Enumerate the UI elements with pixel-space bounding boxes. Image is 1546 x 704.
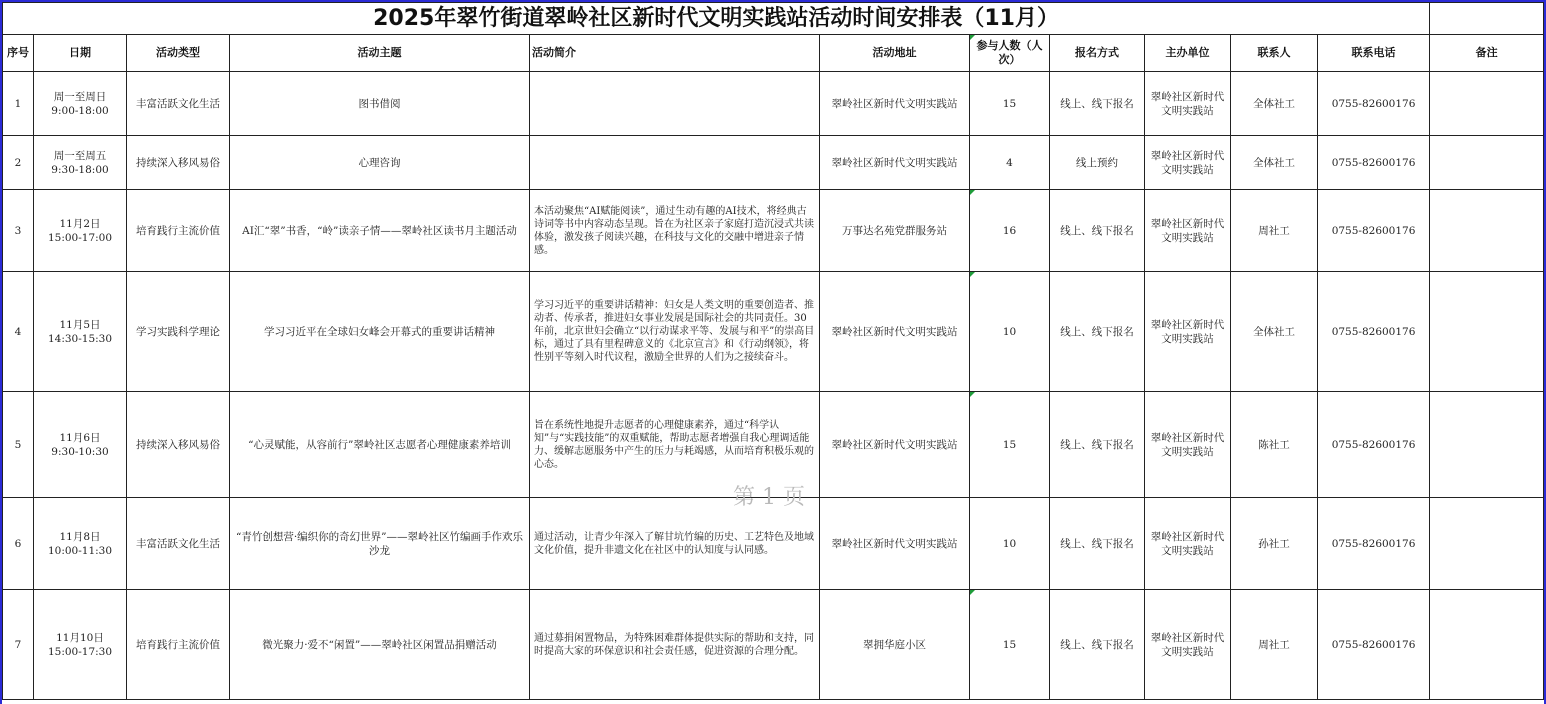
date-cell[interactable] (34, 72, 127, 136)
activity-place-cell[interactable]: 翠岭社区新时代文明实践站 (820, 272, 970, 392)
phone-cell[interactable]: 0755-82600176 (1318, 498, 1430, 590)
header-contact[interactable]: 联系人 (1231, 35, 1318, 72)
activity-intro-cell[interactable]: 通过活动，让青少年深入了解甘坑竹编的历史、工艺特色及地域文化价值，提升非遗文化在社区中的认知度与认同感。 (530, 498, 820, 590)
date-cell[interactable] (34, 498, 127, 590)
note-cell[interactable] (1430, 272, 1544, 392)
row-number-cell[interactable]: 4 (3, 272, 34, 392)
contact-person-cell[interactable]: 全体社工 (1231, 72, 1318, 136)
title-row (3, 3, 1544, 35)
table-row (3, 72, 1544, 136)
date-cell[interactable] (34, 136, 127, 190)
header-signup[interactable]: 报名方式 (1050, 35, 1145, 72)
activity-intro-cell[interactable]: 本活动聚焦“AI赋能阅读”，通过生动有趣的AI技术，将经典古诗词等书中内容动态呈现。旨在为社区亲子家庭打造沉浸式共读体验，激发孩子阅读兴趣，在科技与文化的交融中增进亲子情感。 (530, 190, 820, 272)
time-line: 9:00-18:00 (51, 104, 109, 117)
header-count[interactable]: 参与人数（人次） (970, 35, 1050, 72)
date-line: 周一至周五 (53, 149, 107, 162)
header-theme[interactable]: 活动主题 (230, 35, 530, 72)
schedule-table (2, 2, 1544, 700)
organizer-cell[interactable]: 翠岭社区新时代文明实践站 (1145, 136, 1231, 190)
activity-place-cell[interactable]: 翠岭社区新时代文明实践站 (820, 72, 970, 136)
page-title: 2025年翠竹街道翠岭社区新时代文明实践站活动时间安排表（11月） (3, 3, 1430, 35)
date-line: 周一至周日 (53, 90, 107, 103)
date-cell[interactable] (34, 190, 127, 272)
signup-method-cell[interactable]: 线上、线下报名 (1050, 498, 1145, 590)
participant-count-cell[interactable]: 10 (970, 272, 1050, 392)
header-type[interactable]: 活动类型 (127, 35, 230, 72)
title-blank-cell (1430, 3, 1544, 35)
header-date[interactable]: 日期 (34, 35, 127, 72)
phone-cell[interactable]: 0755-82600176 (1318, 392, 1430, 498)
page-watermark: 第 1 页 (733, 485, 805, 510)
activity-intro-cell[interactable]: 学习习近平的重要讲话精神：妇女是人类文明的重要创造者、推动者、传承者，推进妇女事业发展是国际社会的共同责任。30年前，北京世妇会确立“以行动谋求平等、发展与和平”的崇高目标，通过了具有里程碑意义的《北京宣言》和《行动纲领》，将性别平等刻入时代议程，激励全世界的人们为之接续奋斗。 (530, 272, 820, 392)
phone-cell[interactable]: 0755-82600176 (1318, 72, 1430, 136)
row-number-cell[interactable]: 3 (3, 190, 34, 272)
activity-theme-cell[interactable]: 图书借阅 (230, 72, 530, 136)
organizer-cell[interactable]: 翠岭社区新时代文明实践站 (1145, 498, 1231, 590)
date-line: 11月6日 (59, 431, 101, 444)
participant-count-cell[interactable]: 15 (970, 590, 1050, 700)
participant-count-cell[interactable]: 16 (970, 190, 1050, 272)
participant-count-cell[interactable]: 15 (970, 392, 1050, 498)
activity-place-cell[interactable]: 翠拥华庭小区 (820, 590, 970, 700)
activity-place-cell[interactable]: 翠岭社区新时代文明实践站 (820, 498, 970, 590)
header-row (3, 35, 1544, 72)
header-organizer[interactable]: 主办单位 (1145, 35, 1231, 72)
note-cell[interactable] (1430, 190, 1544, 272)
signup-method-cell[interactable]: 线上、线下报名 (1050, 190, 1145, 272)
header-phone[interactable]: 联系电话 (1318, 35, 1430, 72)
phone-cell[interactable]: 0755-82600176 (1318, 190, 1430, 272)
activity-theme-cell[interactable]: “心灵赋能，从容前行”翠岭社区志愿者心理健康素养培训 (230, 392, 530, 498)
contact-person-cell[interactable]: 孙社工 (1231, 498, 1318, 590)
date-cell[interactable] (34, 590, 127, 700)
signup-method-cell[interactable]: 线上、线下报名 (1050, 392, 1145, 498)
table-row (3, 498, 1544, 590)
date-line: 11月2日 (59, 217, 101, 230)
phone-cell[interactable]: 0755-82600176 (1318, 590, 1430, 700)
phone-cell[interactable]: 0755-82600176 (1318, 272, 1430, 392)
time-line: 15:00-17:30 (47, 645, 113, 658)
date-line: 11月8日 (59, 530, 101, 543)
organizer-cell[interactable]: 翠岭社区新时代文明实践站 (1145, 72, 1231, 136)
activity-intro-cell[interactable]: 旨在系统性地提升志愿者的心理健康素养，通过“科学认知”与“实践技能”的双重赋能，帮助志愿者增强自我心理调适能力、缓解志愿服务中产生的压力与耗竭感，从而培育积极乐观的心态。 (530, 392, 820, 498)
header-no[interactable]: 序号 (3, 35, 34, 72)
activity-theme-cell[interactable]: 学习习近平在全球妇女峰会开幕式的重要讲话精神 (230, 272, 530, 392)
table-row (3, 590, 1544, 700)
signup-method-cell[interactable]: 线上、线下报名 (1050, 590, 1145, 700)
header-place[interactable]: 活动地址 (820, 35, 970, 72)
activity-type-cell[interactable]: 培育践行主流价值 (127, 190, 230, 272)
note-cell[interactable] (1430, 590, 1544, 700)
activity-intro-cell[interactable] (530, 136, 820, 190)
organizer-cell[interactable]: 翠岭社区新时代文明实践站 (1145, 190, 1231, 272)
activity-type-cell[interactable]: 培育践行主流价值 (127, 590, 230, 700)
organizer-cell[interactable]: 翠岭社区新时代文明实践站 (1145, 272, 1231, 392)
time-line: 14:30-15:30 (47, 332, 113, 345)
activity-type-cell[interactable]: 丰富活跃文化生活 (127, 72, 230, 136)
row-number-cell[interactable]: 1 (3, 72, 34, 136)
activity-type-cell[interactable]: 学习实践科学理论 (127, 272, 230, 392)
activity-type-cell[interactable]: 丰富活跃文化生活 (127, 498, 230, 590)
activity-theme-cell[interactable]: “青竹创想营·编织你的奇幻世界”——翠岭社区竹编画手作欢乐沙龙 (230, 498, 530, 590)
date-cell[interactable] (34, 392, 127, 498)
organizer-cell[interactable]: 翠岭社区新时代文明实践站 (1145, 392, 1231, 498)
table-row (3, 190, 1544, 272)
participant-count-cell[interactable]: 10 (970, 498, 1050, 590)
signup-method-cell[interactable]: 线上、线下报名 (1050, 272, 1145, 392)
table-row (3, 272, 1544, 392)
note-cell[interactable] (1430, 136, 1544, 190)
phone-cell[interactable]: 0755-82600176 (1318, 136, 1430, 190)
contact-person-cell[interactable]: 周社工 (1231, 190, 1318, 272)
note-cell[interactable] (1430, 72, 1544, 136)
activity-place-cell[interactable]: 万事达名苑党群服务站 (820, 190, 970, 272)
date-line: 11月5日 (59, 318, 101, 331)
activity-intro-cell[interactable]: 通过募捐闲置物品，为特殊困难群体提供实际的帮助和支持，同时提高大家的环保意识和社会责任感，促进资源的合理分配。 (530, 590, 820, 700)
organizer-cell[interactable]: 翠岭社区新时代文明实践站 (1145, 590, 1231, 700)
time-line: 9:30-10:30 (51, 445, 109, 458)
header-intro[interactable]: 活动简介 (530, 35, 820, 72)
signup-method-cell[interactable]: 线上、线下报名 (1050, 72, 1145, 136)
activity-theme-cell[interactable]: 心理咨询 (230, 136, 530, 190)
row-number-cell[interactable]: 6 (3, 498, 34, 590)
participant-count-cell[interactable]: 4 (970, 136, 1050, 190)
signup-method-cell[interactable]: 线上预约 (1050, 136, 1145, 190)
activity-intro-cell[interactable] (530, 72, 820, 136)
time-line: 10:00-11:30 (47, 544, 113, 557)
date-cell[interactable] (34, 272, 127, 392)
note-cell[interactable] (1430, 392, 1544, 498)
time-line: 9:30-18:00 (51, 163, 109, 176)
activity-theme-cell[interactable]: AI汇“翠”书香，“岭”读亲子情——翠岭社区读书月主题活动 (230, 190, 530, 272)
activity-place-cell[interactable]: 翠岭社区新时代文明实践站 (820, 136, 970, 190)
contact-person-cell[interactable]: 陈社工 (1231, 392, 1318, 498)
row-number-cell[interactable]: 5 (3, 392, 34, 498)
contact-person-cell[interactable]: 周社工 (1231, 590, 1318, 700)
header-note[interactable]: 备注 (1430, 35, 1544, 72)
participant-count-cell[interactable]: 15 (970, 72, 1050, 136)
contact-person-cell[interactable]: 全体社工 (1231, 136, 1318, 190)
date-line: 11月10日 (56, 631, 104, 644)
activity-theme-cell[interactable]: 微光聚力·爱不“闲置”——翠岭社区闲置品捐赠活动 (230, 590, 530, 700)
contact-person-cell[interactable]: 全体社工 (1231, 272, 1318, 392)
note-cell[interactable] (1430, 498, 1544, 590)
activity-place-cell[interactable]: 翠岭社区新时代文明实践站 (820, 392, 970, 498)
table-row (3, 136, 1544, 190)
row-number-cell[interactable]: 2 (3, 136, 34, 190)
time-line: 15:00-17:00 (47, 231, 113, 244)
activity-type-cell[interactable]: 持续深入移风易俗 (127, 136, 230, 190)
activity-type-cell[interactable]: 持续深入移风易俗 (127, 392, 230, 498)
row-number-cell[interactable]: 7 (3, 590, 34, 700)
table-row (3, 392, 1544, 498)
